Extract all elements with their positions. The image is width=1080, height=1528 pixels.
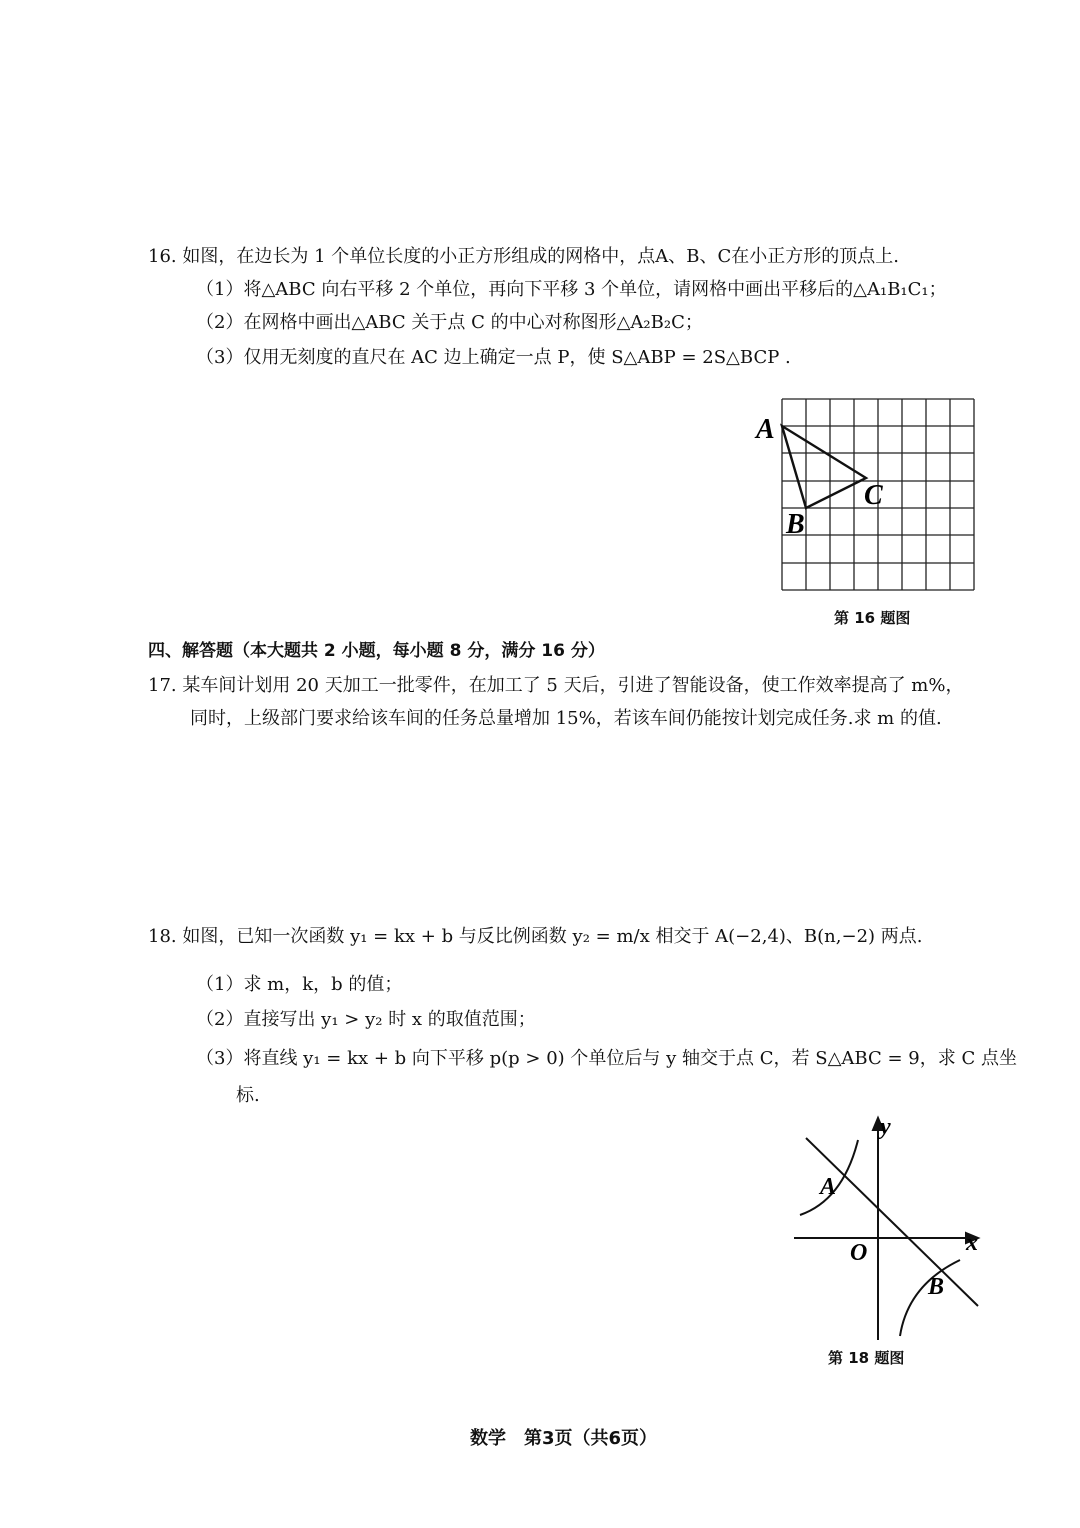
label-origin: O bbox=[850, 1240, 868, 1266]
page-footer: 数学 第3页（共6页） bbox=[470, 1428, 658, 1449]
q16-part3: （3）仅用无刻度的直尺在 AC 边上确定一点 P，使 S△ABP = 2S△BCP . bbox=[196, 347, 791, 368]
q17-line2: 同时，上级部门要求给该车间的任务总量增加 15%，若该车间仍能按计划完成任务.求 m 的值. bbox=[190, 708, 942, 729]
label-c: C bbox=[864, 480, 883, 511]
q18-part3: （3）将直线 y₁ = kx + b 向下平移 p(p > 0) 个单位后与 y 轴交于点 C，若 S△ABC = 9，求 C 点坐 bbox=[196, 1048, 1017, 1069]
label-a: A bbox=[756, 414, 775, 445]
label-y: y bbox=[880, 1114, 891, 1140]
label-b: B bbox=[786, 509, 805, 540]
q17-line1: 17. 某车间计划用 20 天加工一批零件，在加工了 5 天后，引进了智能设备，使工作效率提高了 m%， bbox=[148, 675, 964, 696]
q16-stem: 16. 如图，在边长为 1 个单位长度的小正方形组成的网格中，点A、B、C在小正方形的顶点上. bbox=[148, 246, 899, 267]
figure-16 bbox=[750, 390, 990, 600]
q18-part2: （2）直接写出 y₁ > y₂ 时 x 的取值范围； bbox=[196, 1009, 536, 1030]
label-x: x bbox=[966, 1230, 978, 1256]
label-point-b: B bbox=[928, 1274, 945, 1300]
label-point-a: A bbox=[820, 1174, 837, 1200]
q18-part3-cont: 标. bbox=[236, 1085, 260, 1106]
section-4-heading: 四、解答题（本大题共 2 小题，每小题 8 分，满分 16 分） bbox=[148, 641, 605, 661]
q18-stem: 18. 如图，已知一次函数 y₁ = kx + b 与反比例函数 y₂ = m/x 相交于 A(−2,4)、B(n,−2) 两点. bbox=[148, 926, 923, 947]
figure-18 bbox=[788, 1110, 998, 1345]
figure-16-caption: 第 16 题图 bbox=[834, 609, 911, 627]
figure-18-caption: 第 18 题图 bbox=[828, 1349, 905, 1367]
q16-part2: （2）在网格中画出△ABC 关于点 C 的中心对称图形△A₂B₂C； bbox=[196, 312, 703, 333]
q16-part1: （1）将△ABC 向右平移 2 个单位，再向下平移 3 个单位，请网格中画出平移后的△A₁B₁C₁； bbox=[196, 279, 947, 300]
linear-function-line bbox=[806, 1138, 978, 1306]
q18-part1: （1）求 m，k，b 的值； bbox=[196, 974, 403, 995]
